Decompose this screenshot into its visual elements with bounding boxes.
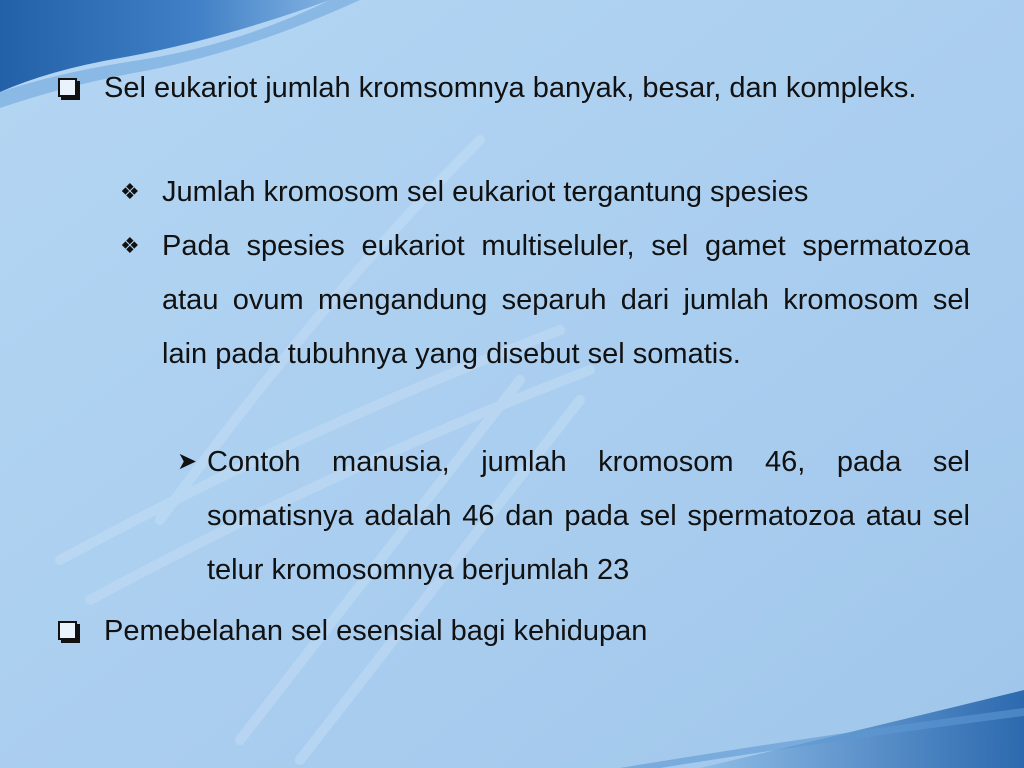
four-point-star-icon: ❖ [120,233,140,258]
square-checkbox-icon [58,621,77,640]
bullet-4 [177,435,970,597]
bullet-4-text: Contoh manusia, jumlah kromosom 46, pada sel somatisnya adalah 46 dan pada sel spermatozoa atau sel telur kromosomnya berjumlah 23 [207,446,970,586]
bullet-2-text: Jumlah kromosom sel eukariot tergantung spesies [162,176,809,208]
four-point-star-icon: ❖ [120,179,140,204]
square-checkbox-icon [58,78,77,97]
arrowhead-icon: ➤ [177,448,198,475]
bullet-3-text: Pada spesies eukariot multiseluler, sel gamet spermatozoa atau ovum mengandung separuh dari jumlah kromosom sel lain pada tubuhnya yang disebut sel somatis. [162,230,970,370]
bullet-5-text: Pemebelahan sel esensial bagi kehidupan [104,615,648,647]
bullet-1-text: Sel eukariot jumlah kromsomnya banyak, besar, dan kompleks. [104,72,917,104]
bullet-1 [104,61,970,115]
bullet-3 [120,219,970,381]
bullet-2 [120,165,970,219]
bullet-5 [104,604,970,658]
